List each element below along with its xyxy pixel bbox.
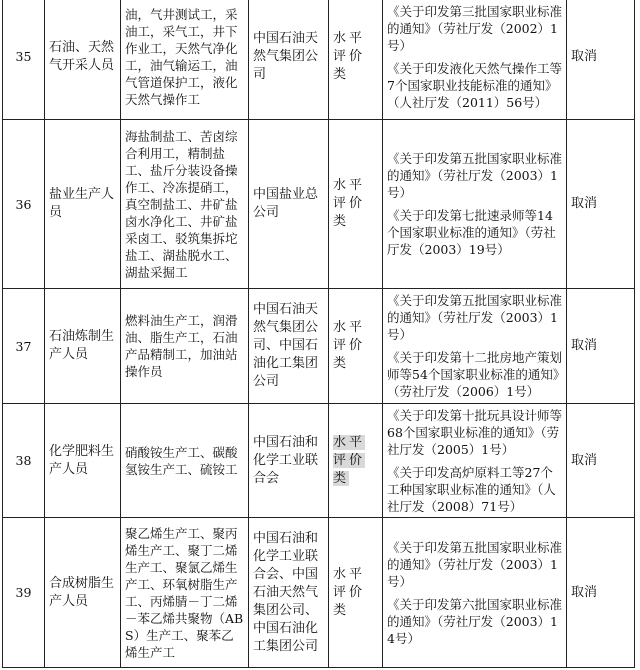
document-reference: 《关于印发第五批国家职业标准的通知》（劳社厅发（2003）1号） bbox=[387, 539, 563, 589]
documents-cell bbox=[383, 404, 567, 518]
jobs-cell: 油，气井测试工，采油工，采气工，井下作业工，天然气净化工，油气输运工，油气管道保护工，液化天然气操作工 bbox=[121, 0, 249, 120]
table-row bbox=[3, 289, 635, 404]
type-cell bbox=[329, 404, 383, 518]
row-number: 35 bbox=[3, 0, 45, 120]
table-row bbox=[3, 404, 635, 518]
category-cell: 石油、天然气开采人员 bbox=[45, 0, 121, 120]
type-cell: 水平评价类 bbox=[329, 0, 383, 120]
table-row bbox=[3, 0, 635, 120]
document-reference: 《关于印发第五批国家职业标准的通知》（劳社厅发（2003）1号） bbox=[387, 293, 563, 342]
department-cell: 中国石油天然气集团公司、中国石油化工集团公司 bbox=[249, 289, 329, 404]
highlighted-type-text: 水平评价类 bbox=[333, 434, 366, 486]
row-number: 38 bbox=[3, 404, 45, 518]
category-cell: 合成树脂生产人员 bbox=[45, 518, 121, 668]
jobs-cell: 海盐制盐工、苦卤综合利用工，精制盐工、盐斤分装设备操作工、冷冻提硝工，真空制盐工、井矿盐卤水净化工、井矿盐采卤工、驳筑集拆坨盐工、湖盐脱水工、湖盐采掘工 bbox=[121, 120, 249, 289]
document-reference: 《关于印发高炉原料工等27个工种国家职业标准的通知》（人社厅发（2008）71号） bbox=[387, 464, 556, 514]
table-row bbox=[3, 120, 635, 289]
action-cell: 取消 bbox=[567, 518, 635, 668]
documents-cell bbox=[383, 0, 567, 120]
document-reference: 《关于印发第十二批房地产策划师等54个国家职业标准的通知》（劳社厅发（2006）1号） bbox=[387, 350, 563, 399]
document-reference: 《关于印发第六批国家职业标准的通知》（劳社厅发（2003）14号） bbox=[387, 596, 563, 646]
department-cell: 中国盐业总公司 bbox=[249, 120, 329, 289]
row-number: 39 bbox=[3, 518, 45, 668]
type-cell: 水平评价类 bbox=[329, 289, 383, 404]
row-number: 36 bbox=[3, 120, 45, 289]
qualification-table bbox=[2, 0, 635, 668]
jobs-cell: 燃料油生产工，润滑油、脂生产工，石油产品精制工，加油站操作员 bbox=[121, 289, 249, 404]
category-cell: 盐业生产人员 bbox=[45, 120, 121, 289]
action-cell: 取消 bbox=[567, 404, 635, 518]
document-reference: 《关于印发第七批速录师等14个国家职业标准的通知》（劳社厅发（2003）19号） bbox=[387, 208, 556, 257]
documents-cell bbox=[383, 289, 567, 404]
action-cell: 取消 bbox=[567, 0, 635, 120]
action-cell: 取消 bbox=[567, 289, 635, 404]
documents-cell bbox=[383, 518, 567, 668]
document-reference: 《关于印发液化天然气操作工等7个国家职业技能标准的通知》（人社厅发（2011）56号） bbox=[387, 60, 563, 110]
type-cell: 水平评价类 bbox=[329, 120, 383, 289]
jobs-cell: 聚乙烯生产工、聚丙烯生产工、聚丁二烯生产工、聚氯乙烯生产工、环氧树脂生产工、丙烯腈－丁二烯－苯乙烯共聚物（ABS）生产工、聚苯乙烯生产工 bbox=[121, 518, 249, 668]
category-cell: 石油炼制生产人员 bbox=[45, 289, 121, 404]
table-row bbox=[3, 518, 635, 668]
department-cell: 中国石油天然气集团公司 bbox=[249, 0, 329, 120]
type-cell: 水平评价类 bbox=[329, 518, 383, 668]
documents-cell bbox=[383, 120, 567, 289]
row-number: 37 bbox=[3, 289, 45, 404]
document-reference: 《关于印发第十批玩具设计师等68个国家职业标准的通知》（劳社厅发（2005）1号） bbox=[387, 407, 563, 457]
document-reference: 《关于印发第五批国家职业标准的通知》（劳社厅发（2003）1号） bbox=[387, 151, 563, 200]
document-reference: 《关于印发第三批国家职业标准的通知》（劳社厅发（2002）1号） bbox=[387, 3, 563, 53]
department-cell: 中国石油和化学工业联合会、中国石油天然气集团公司、中国石油化工集团公司 bbox=[249, 518, 329, 668]
category-cell: 化学肥料生产人员 bbox=[45, 404, 121, 518]
jobs-cell: 硝酸铵生产工、碳酸氢铵生产工、硫铵工 bbox=[121, 404, 249, 518]
action-cell: 取消 bbox=[567, 120, 635, 289]
department-cell: 中国石油和化学工业联合会 bbox=[249, 404, 329, 518]
